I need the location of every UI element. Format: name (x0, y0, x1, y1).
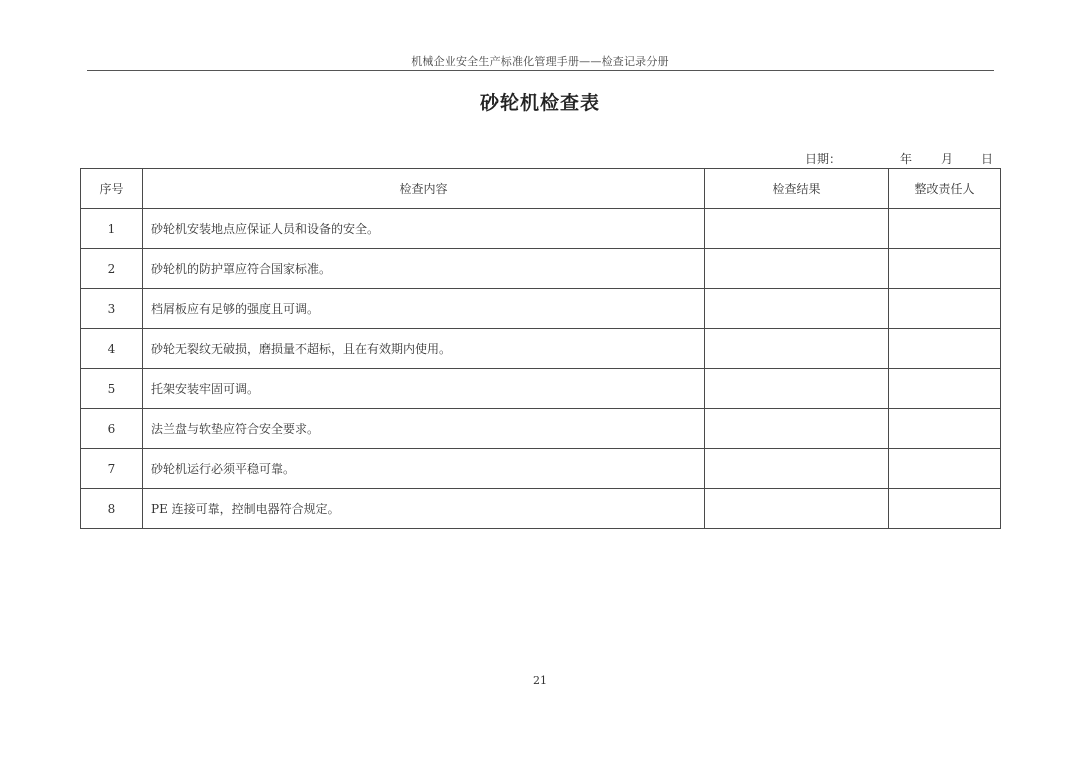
row-number: 1 (81, 209, 143, 249)
date-label: 日期： (805, 152, 842, 166)
column-header-no: 序号 (81, 169, 143, 209)
row-owner-cell[interactable] (889, 249, 1001, 289)
table-row (81, 489, 1001, 529)
table-row (81, 449, 1001, 489)
row-number: 6 (81, 409, 143, 449)
row-number: 5 (81, 369, 143, 409)
date-month-label: 月 (941, 152, 954, 166)
row-result-cell[interactable] (705, 289, 889, 329)
column-header-content: 检查内容 (143, 169, 705, 209)
row-result-cell[interactable] (705, 409, 889, 449)
row-content: 砂轮机安装地点应保证人员和设备的安全。 (143, 209, 705, 249)
header-rule (87, 70, 994, 71)
running-header: 机械企业安全生产标准化管理手册——检查记录分册 (411, 55, 669, 68)
row-result-cell[interactable] (705, 489, 889, 529)
row-result-cell[interactable] (705, 369, 889, 409)
row-result-cell[interactable] (705, 449, 889, 489)
date-day-label: 日 (981, 152, 994, 166)
row-owner-cell[interactable] (889, 489, 1001, 529)
row-owner-cell[interactable] (889, 289, 1001, 329)
row-owner-cell[interactable] (889, 409, 1001, 449)
row-number: 7 (81, 449, 143, 489)
row-content: 档屑板应有足够的强度且可调。 (143, 289, 705, 329)
row-result-cell[interactable] (705, 209, 889, 249)
inspection-table (80, 168, 1001, 529)
row-owner-cell[interactable] (889, 449, 1001, 489)
row-content: 砂轮机的防护罩应符合国家标准。 (143, 249, 705, 289)
row-number: 3 (81, 289, 143, 329)
row-owner-cell[interactable] (889, 369, 1001, 409)
column-header-result: 检查结果 (705, 169, 889, 209)
row-content: 法兰盘与软垫应符合安全要求。 (143, 409, 705, 449)
row-number: 8 (81, 489, 143, 529)
table-row (81, 409, 1001, 449)
date-line (805, 150, 1005, 166)
row-number: 2 (81, 249, 143, 289)
row-owner-cell[interactable] (889, 329, 1001, 369)
row-result-cell[interactable] (705, 249, 889, 289)
table-row (81, 289, 1001, 329)
date-year-label: 年 (900, 152, 913, 166)
column-header-owner: 整改责任人 (889, 169, 1001, 209)
row-content: PE 连接可靠，控制电器符合规定。 (143, 489, 705, 529)
row-content: 砂轮无裂纹无破损，磨损量不超标，且在有效期内使用。 (143, 329, 705, 369)
document-title: 砂轮机检查表 (479, 92, 600, 114)
row-content: 托架安装牢固可调。 (143, 369, 705, 409)
table-row (81, 329, 1001, 369)
row-number: 4 (81, 329, 143, 369)
table-row (81, 209, 1001, 249)
table-header-row (81, 169, 1001, 209)
page-number: 21 (533, 674, 547, 687)
table-row (81, 249, 1001, 289)
row-result-cell[interactable] (705, 329, 889, 369)
row-content: 砂轮机运行必须平稳可靠。 (143, 449, 705, 489)
table-row (81, 369, 1001, 409)
row-owner-cell[interactable] (889, 209, 1001, 249)
